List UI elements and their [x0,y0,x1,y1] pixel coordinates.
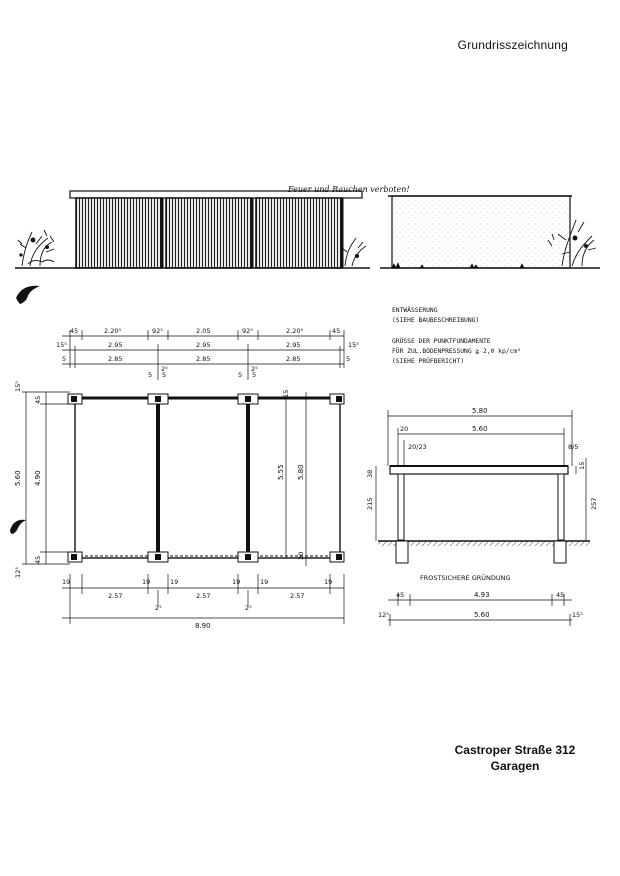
dim-right-c: 20 [297,551,305,560]
dim-text: 45 [70,327,79,335]
floor-plan [14,327,359,630]
dim-text: 2.20⁵ [104,327,122,335]
page-title: Grundrisszeichnung [457,38,568,52]
section-height-small: 38 [366,469,374,478]
side-elevation [380,196,600,268]
note-line-1: ENTWÄSSERUNG [392,307,438,314]
dim-text: 19 [324,578,333,586]
top-dimension-row-3 [62,355,350,363]
dim-total: 8.90 [195,622,211,630]
post-dimensions [148,365,258,379]
dim-left-top-b: 45 [34,395,42,404]
dim-text: 19 [260,578,269,586]
section-right-small-2: 15 [578,461,586,470]
note-line-5: (SIEHE PRÜFBERICHT) [392,358,465,365]
notes-block [392,305,521,365]
dim-text: 2.85 [196,355,211,363]
dim-right-b: 5.80 [297,464,305,480]
dim-right-a: 5.55 [277,464,285,480]
foundation-label: FROSTSICHERE GRÜNDUNG [420,574,511,582]
leaf-mark-icon [10,286,40,534]
section-bottom-b: 4.93 [474,591,490,599]
section-bottom-c: 45 [556,591,565,599]
dim-text: 19 [142,578,151,586]
note-line-3: GRÖSSE DER PUNKTFUNDAMENTE [392,338,491,345]
dim-text: 19 [170,578,179,586]
dim-text: 5 [148,371,153,379]
front-elevation [15,185,410,268]
dim-text: 2.57 [196,592,211,600]
note-line-2: (SIEHE BAUBESCHREIBUNG) [392,317,480,324]
dim-left-top-a: 15⁵ [14,381,22,392]
section-top-total: 5.80 [472,407,488,415]
project-subject: Garagen [490,759,540,773]
section-height-right: 257 [590,497,598,510]
dim-text: 45 [332,327,341,335]
dim-text: 2.95 [108,341,123,349]
section-bottom-e: 5.60 [474,611,490,619]
dim-text: 2⁵ [161,365,168,373]
dim-text: 2.20⁵ [286,327,304,335]
dim-text: 19 [232,578,241,586]
bottom-dimension-row [62,578,332,630]
project-caption [430,742,600,774]
dim-text: 5 [62,355,67,363]
plant-middle-icon [342,238,366,266]
dim-text: 2⁵ [245,604,252,612]
dim-text: 2.95 [286,341,301,349]
section-height-left: 215 [366,497,374,510]
top-dimension-row-2 [56,341,359,349]
plant-left-icon [18,230,54,266]
dim-left-outer: 5.60 [14,470,22,486]
dim-text: 92⁵ [152,327,163,335]
top-dimension-row-1 [70,327,340,335]
section-left-small: 20 [400,425,409,433]
dim-text: 2.57 [290,592,305,600]
dim-right-d: 15 [282,389,290,398]
section-bottom-d: 12⁵ [378,611,389,619]
section-bottom-f: 15⁵ [572,611,583,619]
dim-text: 15⁵ [348,341,359,349]
dim-text: 2⁵ [251,365,258,373]
dim-text: 5 [162,371,167,379]
dim-left-bottom-b: 12⁵ [14,567,22,578]
elevation-annotation: Feuer und Rauchen verboten! [288,185,410,194]
dim-text: 5 [238,371,243,379]
section-bottom-a: 45 [396,591,405,599]
dim-left-bottom-a: 45 [34,555,42,564]
dim-left-inner: 4.90 [34,470,42,486]
dim-text: 2⁵ [155,604,162,612]
dim-text: 92⁵ [242,327,253,335]
dim-text: 5 [252,371,257,379]
dim-text: 2.95 [196,341,211,349]
dim-text: 5 [346,355,351,363]
dim-text: 15⁵ [56,341,67,349]
dim-text: 2.05 [196,327,211,335]
dim-text: 2.85 [286,355,301,363]
note-line-4: FÜR ZUL.BODENPRESSUNG ≧ 2,0 kp/cm² [392,348,521,355]
project-address: Castroper Straße 312 [454,743,576,757]
cross-section [366,407,598,626]
dim-text: 19 [62,578,71,586]
section-right-small: 8/5 [568,443,579,451]
section-top-inner: 5.60 [472,425,488,433]
dim-text: 2.57 [108,592,123,600]
dim-text: 2.85 [108,355,123,363]
section-roof-label: 20/23 [408,443,427,451]
